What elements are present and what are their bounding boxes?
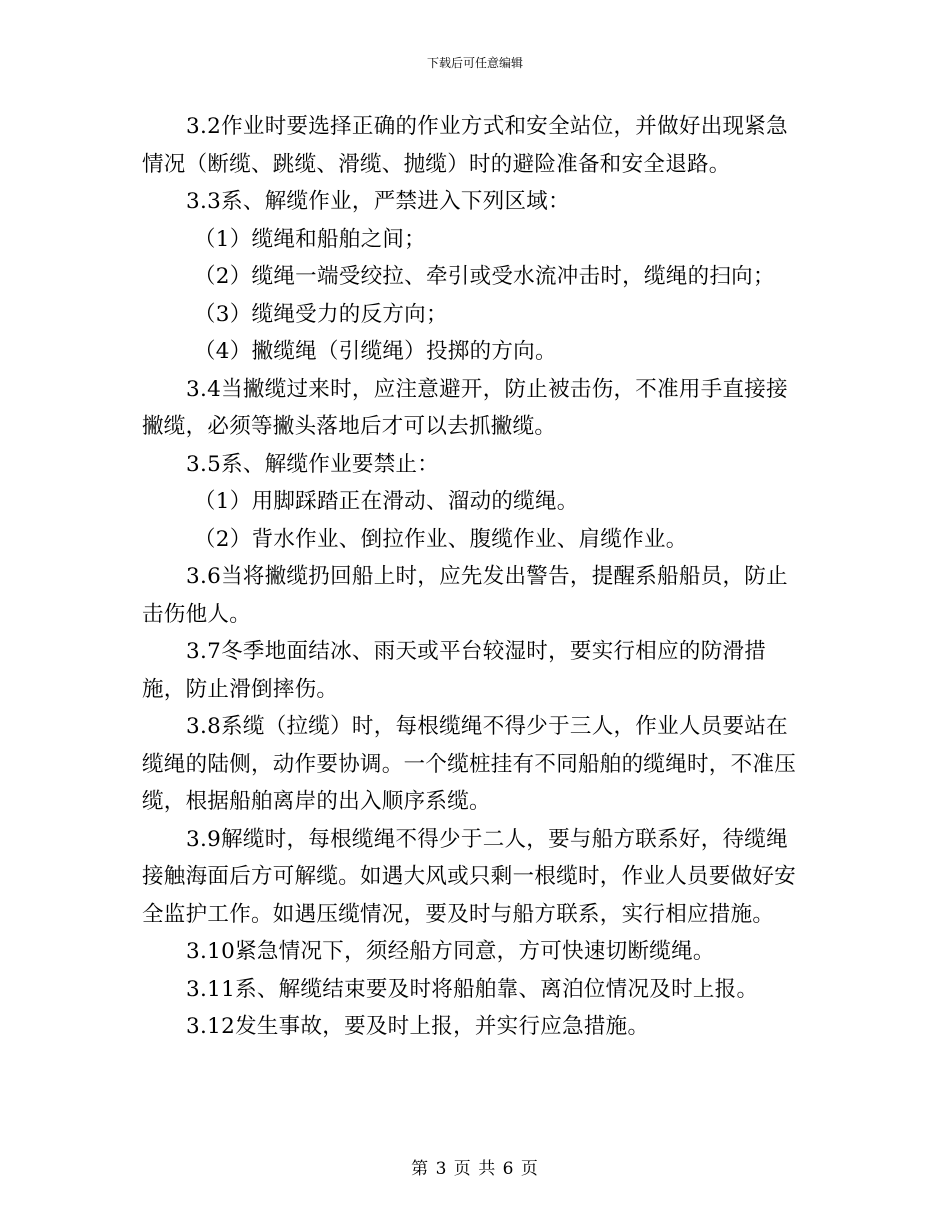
paragraph-3-6: 3.6当将撇缆扔回船上时，应先发出警告，提醒系船船员，防止击伤他人。 bbox=[142, 564, 788, 627]
paragraph-3-4: 3.4当撇缆过来时，应注意避开，防止被击伤，不准用手直接接撇缆，必须等撇头落地后才可以去抓撇缆。 bbox=[142, 376, 788, 439]
list-item-3-3-4: （4）撇缆绳（引缆绳）投掷的方向。 bbox=[194, 339, 557, 364]
paragraph-3-3: 3.3系、解缆作业，严禁进入下列区域： bbox=[186, 189, 570, 214]
paragraph-3-11: 3.11系、解缆结束要及时将船舶靠、离泊位情况及时上报。 bbox=[186, 976, 759, 1002]
paragraph-3-9: 3.9解缆时，每根缆绳不得少于二人，要与船方联系好，待缆绳接触海面后方可解缆。如遇大风或只剩一根缆时，作业人员要做好安全监护工作。如遇压缆情况，要及时与船方联系，实行相应措施。 bbox=[142, 826, 797, 927]
list-item-3-3-3: （3）缆绳受力的反方向； bbox=[194, 301, 448, 327]
list-item-3-5-1: （1）用脚踩踏正在滑动、溜动的缆绳。 bbox=[194, 489, 579, 514]
page-header: 下载后可任意编辑 bbox=[426, 56, 523, 70]
paragraph-3-2: 3.2作业时要选择正确的作业方式和安全站位，并做好出现紧急情况（断缆、跳缆、滑缆、抛缆）时的避险准备和安全退路。 bbox=[142, 114, 788, 177]
document-body bbox=[142, 108, 808, 1046]
paragraph-3-12: 3.12发生事故，要及时上报，并实行应急措施。 bbox=[186, 1014, 650, 1039]
page-number-footer: 第 3 页 共 6 页 bbox=[411, 1159, 539, 1179]
list-item-3-5-2: （2）背水作业、倒拉作业、腹缆作业、肩缆作业。 bbox=[194, 526, 688, 552]
paragraph-3-8: 3.8系缆（拉缆）时，每根缆绳不得少于三人，作业人员要站在缆绳的陆侧，动作要协调。一个缆桩挂有不同船舶的缆绳时，不准压缆，根据船舶离岸的出入顺序系缆。 bbox=[142, 714, 797, 814]
list-item-3-3-1: （1）缆绳和船舶之间； bbox=[194, 226, 426, 252]
list-item-3-3-2: （2）缆绳一端受绞拉、牵引或受水流冲击时，缆绳的扫向； bbox=[194, 264, 775, 289]
paragraph-3-10: 3.10紧急情况下，须经船方同意，方可快速切断缆绳。 bbox=[186, 939, 715, 964]
paragraph-3-7: 3.7冬季地面结冰、雨天或平台较湿时，要实行相应的防滑措施，防止滑倒摔伤。 bbox=[142, 639, 767, 702]
paragraph-3-5: 3.5系、解缆作业要禁止： bbox=[186, 451, 440, 477]
